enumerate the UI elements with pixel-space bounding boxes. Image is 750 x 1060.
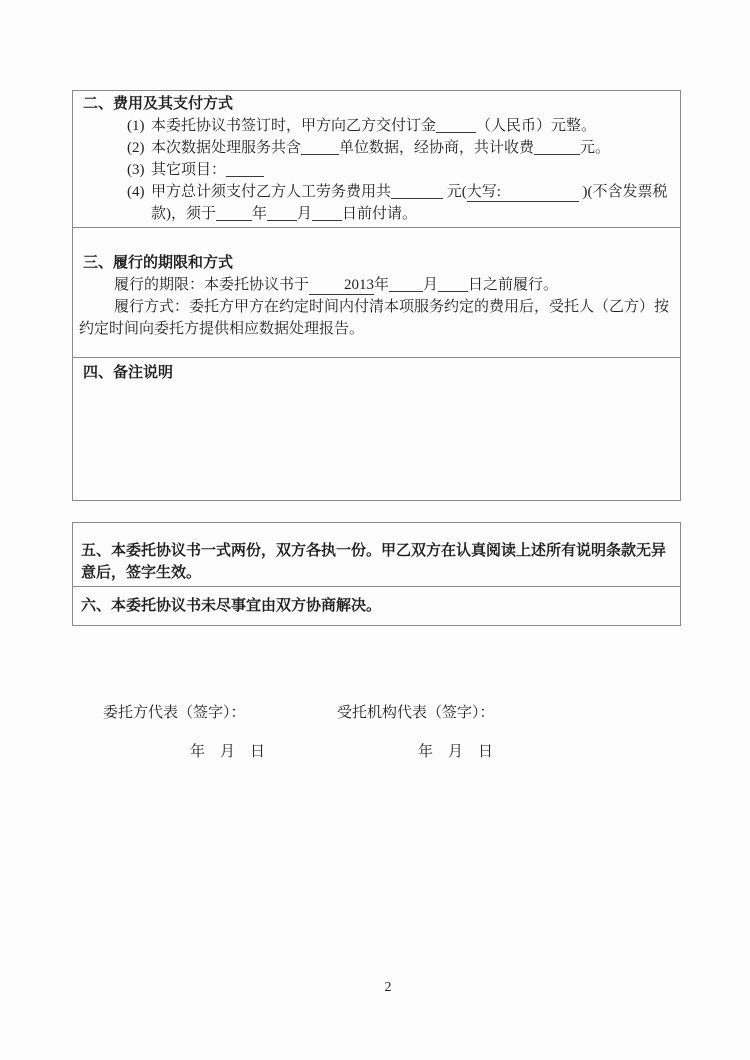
section-notes-heading: 四、备注说明 [83, 365, 174, 381]
filled-blank-field: 2013 [309, 277, 374, 295]
item-number: (2) [127, 140, 145, 156]
copies-clause-text: 五、本委托协议书一式两份，双方各执一份。甲乙双方在认真阅读上述所有说明条款无异意后，签字生效。 [81, 543, 667, 581]
blank-field [436, 117, 476, 133]
term-method-line: 履行方式：委托方甲方在约定时间内付清本项服务约定的费用后，受托人（乙方）按约定时间向委托方提供相应数据处理报告。 [79, 299, 670, 337]
blank-field [389, 276, 423, 292]
blank-field [267, 205, 297, 221]
fee-item-4 [127, 181, 672, 225]
blank-field [301, 139, 339, 155]
item-number: (4) [127, 184, 145, 200]
blank-field [534, 139, 580, 155]
contract-table-lower [72, 522, 681, 626]
disputes-clause-text: 六、本委托协议书未尽事宜由双方协商解决。 [81, 598, 382, 614]
fees-item-list [79, 115, 672, 225]
client-signature-label: 委托方代表（签字）： [103, 705, 246, 721]
item-text: 其它项目： [151, 159, 672, 181]
fee-item-1 [127, 115, 672, 137]
fee-item-3 [127, 159, 672, 181]
filled-blank-field: 大写: [467, 184, 579, 202]
item-text: 本次数据处理服务共含 单位数据，经协商，共计收费 元。 [151, 140, 611, 156]
section-disputes [73, 587, 680, 617]
section-term-heading: 三、履行的期限和方式 [83, 255, 234, 271]
blank-field [226, 161, 264, 177]
blank-field [391, 183, 443, 199]
item-number: (1) [127, 118, 145, 134]
trustee-date-line: 年 月 日 [418, 744, 494, 760]
trustee-signature-label: 受托机构代表（签字）： [337, 705, 495, 721]
item-text: 甲方总计须支付乙方人工劳务费用共 元(大写: )(不含发票税款)，须于 年 月 日前付请。 [151, 184, 668, 222]
blank-field [216, 205, 252, 221]
contract-table-upper [72, 90, 681, 501]
page-number: 2 [384, 980, 392, 995]
fee-item-2 [127, 137, 672, 159]
section-notes [73, 358, 680, 500]
item-number: (3) [127, 162, 145, 178]
section-fees-heading: 二、费用及其支付方式 [83, 96, 234, 112]
section-copies [73, 523, 680, 587]
section-term [73, 228, 680, 358]
section-fees [73, 91, 680, 228]
term-deadline-line: 履行的期限：本委托协议书于2013年 月 日之前履行。 [79, 274, 672, 296]
client-date-line: 年 月 日 [190, 744, 266, 760]
item-text: 本委托协议书签订时，甲方向乙方交付订金 （人民币）元整。 [151, 118, 597, 134]
blank-field [438, 276, 468, 292]
blank-field [312, 205, 342, 221]
